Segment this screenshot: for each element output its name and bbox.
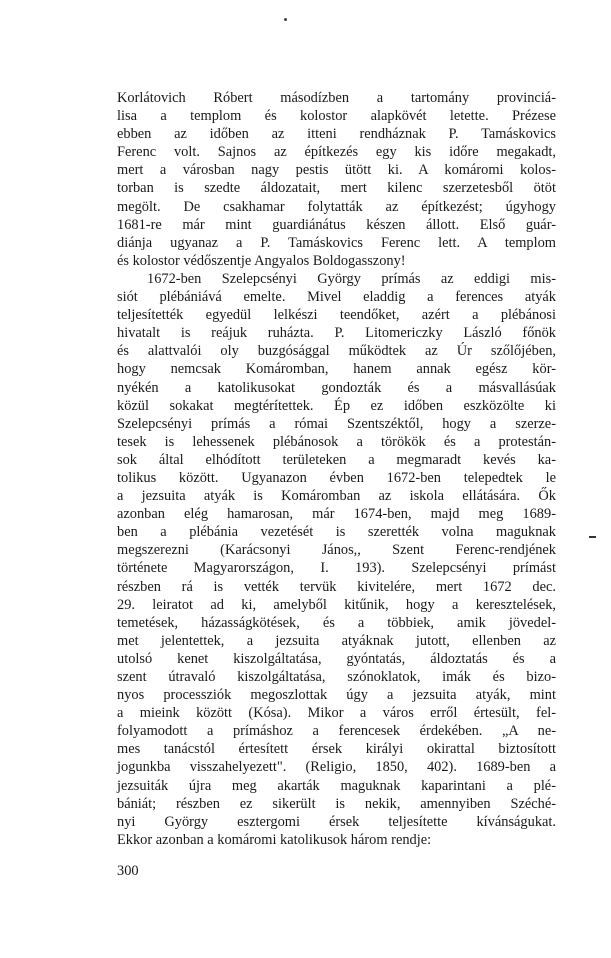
body-text (117, 89, 556, 849)
text-line: Ferenc volt. Sajnos az építkezés egy kis időre megakadt, (117, 144, 556, 161)
text-line: Szelepcsényi prímás a római Szentszéktől, hogy a szerze- (117, 415, 556, 432)
text-line: megölt. De csakhamar folytatták az építkezést; úgyhogy (117, 198, 556, 215)
text-line: szent útravaló kiszolgáltatása, szónoklatok, imák és bizo- (117, 669, 556, 685)
text-line: ben a plébánia vezetését is szerették volna maguknak (117, 524, 556, 541)
text-line: met jelentettek, a jezsuita atyáknak jutott, ellenben az (117, 632, 556, 649)
printer-dot (284, 18, 287, 21)
text-line: nyékén a katolikusokat gondozták és a másvallásúak (117, 379, 556, 396)
text-line: mes tanácstól értesített érsek királyi okirattal biztosított (117, 741, 556, 758)
text-line: a jezsuita atyák is Komáromban az iskola ellátására. Ők (117, 488, 556, 505)
text-line: folyamodott a prímáshoz a ferencesek érdekében. „A ne- (117, 723, 556, 740)
text-line: teljesítették egyedül lelkészi teendőket, azért a plébánosi (117, 307, 556, 324)
text-line: és kolostor védőszentje Angyalos Boldogasszony! (117, 252, 406, 269)
text-line: bániát; részben ez sikerült is nekik, amennyiben Széché- (117, 795, 556, 812)
text-line: 1681-re már mint guardiánátus készen állott. Első guár- (117, 216, 556, 233)
text-line: utolsó kenet kiszolgáltatása, gyóntatás, áldoztatás és a (117, 650, 556, 667)
text-line: tolikus között. Ugyanazon évben 1672-ben telepedtek le (117, 469, 556, 486)
text-line: a mieink között (Kósa). Mikor a város erről értesült, fel- (117, 705, 556, 722)
text-line: nyos processziók megoszlottak úgy a jezsuita atyák, mint (117, 687, 556, 704)
text-line: részben rá is vették tervük kivitelére, mert 1672 dec. (117, 578, 556, 595)
margin-mark (589, 536, 596, 538)
text-line: ebben az időben az itteni rendháznak P. Tamáskovics (117, 126, 556, 143)
text-line: hogy nemcsak Komáromban, hanem annak egész kör- (117, 361, 556, 378)
text-line: hivatalt is reájuk ruházta. P. Litomericzky László főnök (117, 325, 556, 342)
text-line: lisa a templom és kolostor alapkövét letette. Prézese (117, 108, 556, 125)
text-line: Ekkor azonban a komáromi katolikusok három rendje: (117, 831, 432, 848)
text-line: 1672-ben Szelepcsényi György prímás az eddigi mis- (147, 270, 556, 287)
text-line: torban is szedte áldozatait, mert kilenc szerzetesből ötöt (117, 180, 556, 197)
text-line: nyi György esztergomi érsek teljesítette kívánságukat. (117, 813, 556, 830)
text-line: sok által elhódított területeken a megmaradt kevés ka- (117, 451, 556, 468)
page-number: 300 (117, 863, 139, 879)
text-line: mert a városban nagy pestis ütött ki. A komáromi kolos- (117, 162, 556, 179)
text-line: jezsuiták újra meg akarták maguknak kaparintani a plé- (117, 777, 556, 794)
paragraph (117, 270, 556, 849)
text-line: temetések, házasságkötések, és a többiek, amik jövedel- (117, 614, 556, 631)
text-line: közül sokakat megtérítettek. Ép ez időben eszközölte ki (117, 397, 556, 414)
text-line: jogunkba visszahelyezett". (Religio, 1850, 402). 1689-ben a (117, 759, 556, 776)
text-line: megszerezni (Karácsonyi János,, Szent Ferenc-rendjének (117, 542, 556, 559)
text-line: siót plébániává emelte. Mivel eladdig a ferences atyák (117, 289, 556, 306)
text-line: és alattvalói oly buzgósággal működtek az Úr szőlőjében, (117, 343, 556, 360)
text-line: azonban elég hamarosan, már 1674-ben, majd meg 1689- (117, 506, 556, 523)
text-line: tesek is lehessenek plébánosok a törökök és a protestán- (117, 433, 556, 450)
paragraph (117, 89, 556, 270)
text-line: Korlátovich Róbert másodízben a tartomány provinciá- (117, 90, 556, 106)
text-line: diánja ugyanaz a P. Tamáskovics Ferenc lett. A templom (117, 234, 556, 251)
text-line: 29. leiratot ad ki, amelyből kitűnik, hogy a keresztelések, (117, 596, 556, 613)
text-line: története Magyarországon, I. 193). Szelepcsényi prímást (117, 560, 556, 577)
